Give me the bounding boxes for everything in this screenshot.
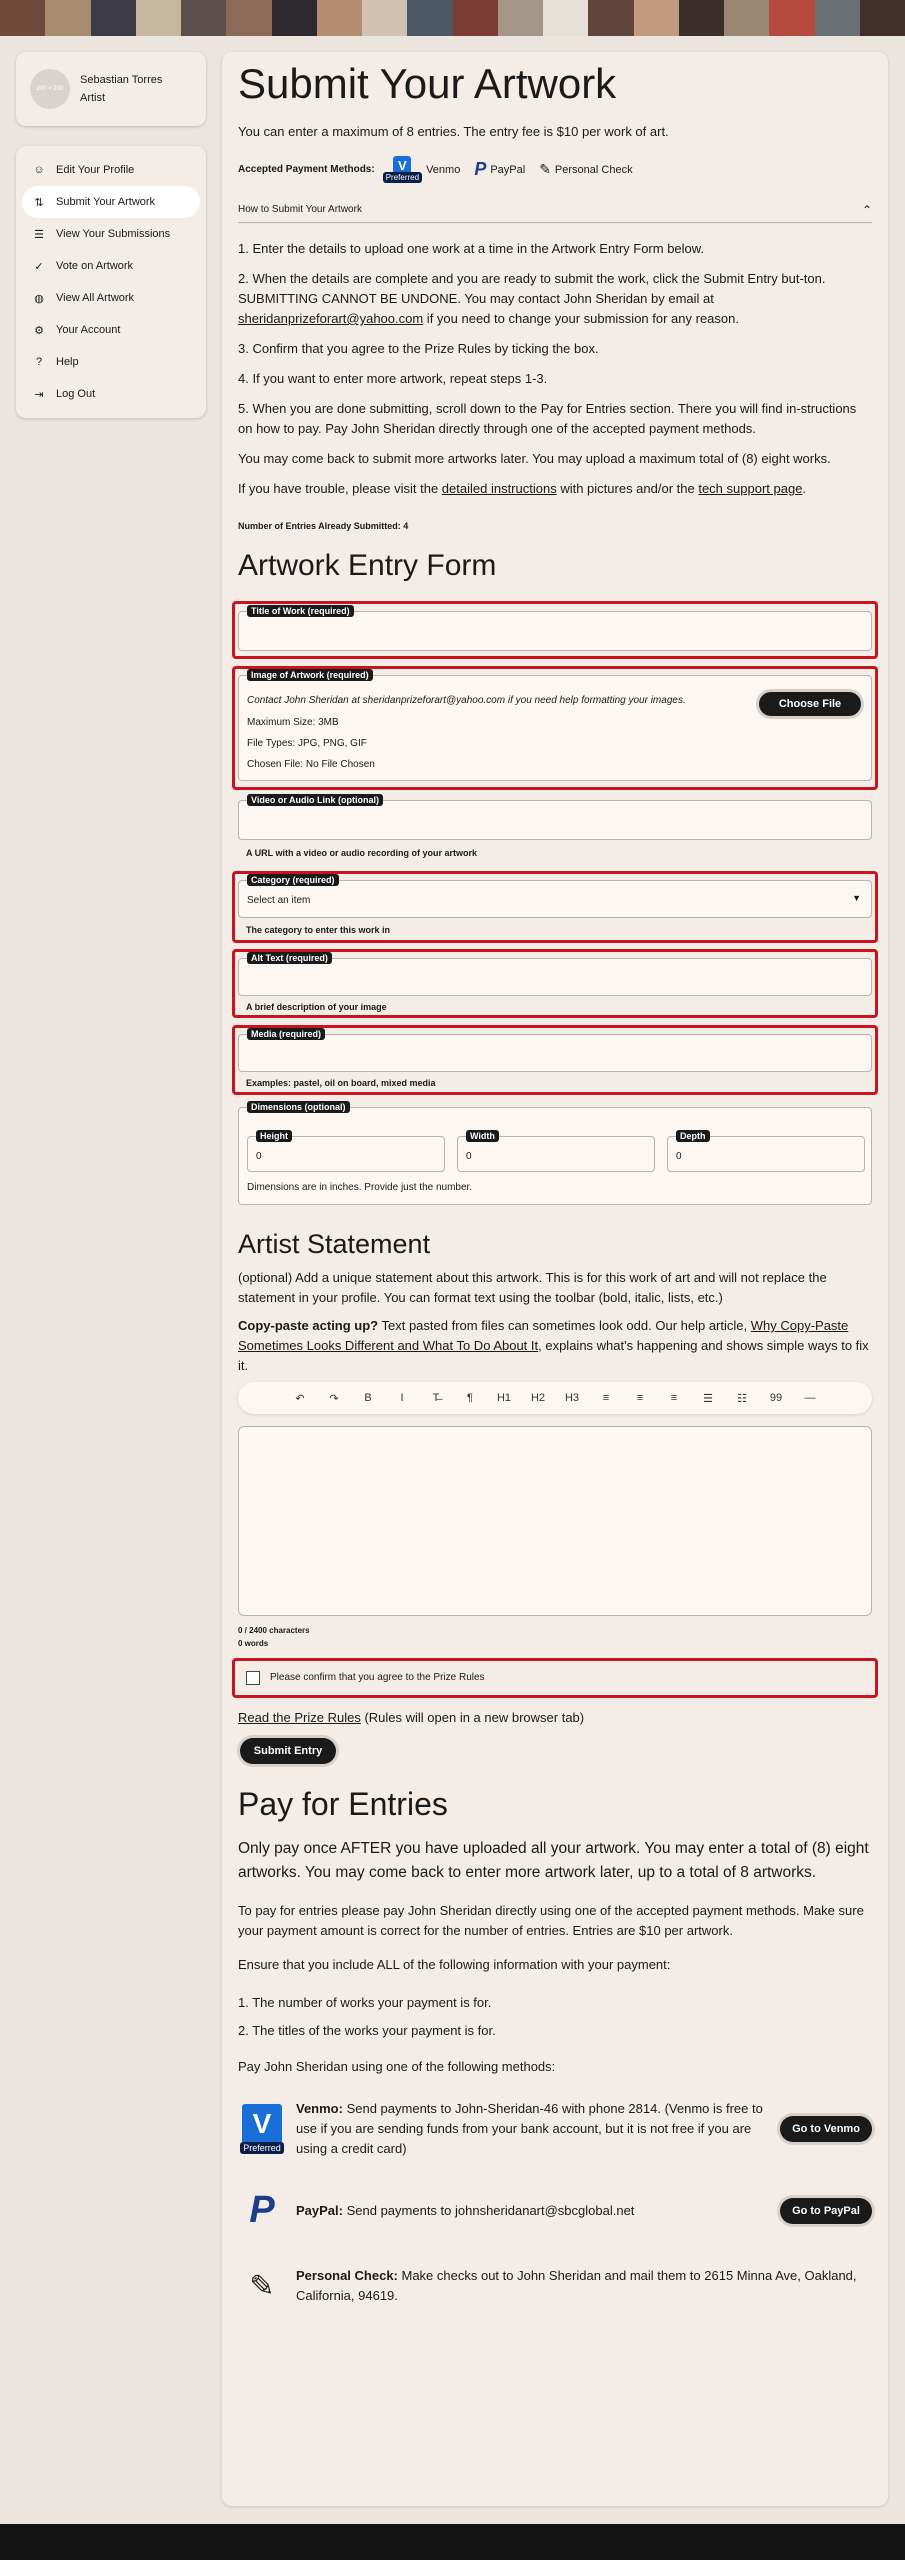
category-select[interactable] <box>238 875 872 918</box>
height-field[interactable] <box>247 1131 445 1172</box>
trouble-text <box>238 479 872 499</box>
banner-artwork-tile <box>860 0 905 36</box>
profile-card[interactable] <box>16 52 206 126</box>
copy-part: , explains what's happening and shows simple ways to fix it. <box>238 1338 869 1373</box>
banner-artwork-tile <box>181 0 226 36</box>
category-label: Category (required) <box>247 874 339 886</box>
statement-editor[interactable] <box>238 1426 872 1616</box>
sidebar <box>16 52 206 418</box>
paypal-label: PayPal <box>490 163 526 176</box>
venmo-logo-icon: V <box>242 2104 282 2144</box>
pay-lead: Only pay once AFTER you have uploaded all your artwork. You may enter a total of (8) eight artworks. You may come back to enter more artwork later, up to a total of 8 artworks. <box>238 1840 869 1881</box>
sidebar-nav <box>16 146 206 418</box>
sidebar-item[interactable] <box>22 154 200 186</box>
list-icon: ☰ <box>34 228 44 241</box>
pay-p1: To pay for entries please pay John Sheridan directly using one of the accepted payment methods. Make sure your payment amount is correct for the number of entries. Entries are $10 per artwork. <box>238 1903 864 1938</box>
palette-icon: ◍ <box>34 292 44 305</box>
banner-artwork-tile <box>815 0 860 36</box>
video-label: Video or Audio Link (optional) <box>247 794 383 806</box>
prize-rules-link[interactable]: Read the Prize Rules <box>238 1710 361 1725</box>
agree-label: Please confirm that you agree to the Prize Rules <box>270 1672 485 1683</box>
banner-artwork-tile <box>588 0 633 36</box>
edit-profile-icon: ☺ <box>33 164 45 176</box>
banner-artwork-tile <box>543 0 588 36</box>
dimensions-group <box>238 1102 872 1205</box>
video-link-field[interactable] <box>238 795 872 840</box>
paypal-text <box>296 2201 764 2221</box>
category-value: Select an item <box>247 895 311 906</box>
sidebar-item[interactable] <box>22 186 200 218</box>
trouble-part: If you have trouble, please visit the <box>238 481 442 496</box>
editor-toolbar <box>238 1382 872 1414</box>
alt-label: Alt Text (required) <box>247 952 332 964</box>
alt-text-field[interactable] <box>238 953 872 996</box>
email-link[interactable]: sheridanprizeforart@yahoo.com <box>238 311 424 326</box>
check-label: Personal Check <box>554 163 633 176</box>
width-field[interactable] <box>457 1131 655 1172</box>
tech-support-link[interactable]: tech support page <box>698 481 803 496</box>
depth-label: Depth <box>676 1130 710 1142</box>
statement-desc: (optional) Add a unique statement about this artwork. This is for this work of art and will not replace the statement in your profile. You can format text using the toolbar (bold, italic, lists, etc.) <box>238 1270 827 1305</box>
category-help: The category to enter this work in <box>246 925 391 935</box>
toolbar-button[interactable]: B <box>364 1392 372 1404</box>
submit-entry-button[interactable]: Submit Entry <box>240 1738 336 1764</box>
banner-artwork-tile <box>679 0 724 36</box>
media-help: Examples: pastel, oil on board, mixed media <box>246 1078 436 1088</box>
copy-part: Text pasted from files can sometimes look odd. Our help article, <box>378 1318 751 1333</box>
sidebar-item-label: Help <box>56 356 79 368</box>
venmo-title: Venmo: <box>296 2101 343 2116</box>
toolbar-button[interactable]: ☷ <box>737 1392 747 1405</box>
rules-line <box>238 1708 872 1728</box>
copy-bold: Copy-paste acting up? <box>238 1318 379 1333</box>
toolbar-button[interactable]: ≡ <box>670 1392 678 1404</box>
toolbar-button[interactable]: H1 <box>496 1392 512 1404</box>
check-title: Personal Check: <box>296 2268 398 2283</box>
video-help: A URL with a video or audio recording of your artwork <box>246 848 478 858</box>
chevron-up-icon: ⌃ <box>861 202 872 217</box>
agree-row <box>238 1658 872 1698</box>
step-text: if you need to change your submission for any reason. <box>423 311 739 326</box>
banner-artwork-tile <box>45 0 90 36</box>
list-item: 4. If you want to enter more artwork, repeat steps 1-3. <box>238 371 548 386</box>
venmo-desc: Send payments to John-Sheridan-46 with phone 2814. (Venmo is free to use if you are sending funds from your bank account, but it is not free if you are using a credit card) <box>296 2101 763 2156</box>
paypal-logo-icon: P <box>249 2189 275 2231</box>
banner-artwork-tile <box>0 0 45 36</box>
dimensions-help: Dimensions are in inches. Provide just the number. <box>247 1182 473 1193</box>
sidebar-item-label: Vote on Artwork <box>56 260 134 272</box>
payments-label: Accepted Payment Methods: <box>238 164 375 175</box>
header-banner <box>0 0 905 36</box>
banner-artwork-tile <box>272 0 317 36</box>
banner-artwork-tile <box>769 0 814 36</box>
trouble-part: . <box>802 481 807 496</box>
rules-note: (Rules will open in a new browser tab) <box>360 1710 585 1725</box>
venmo-icon: V <box>393 156 411 174</box>
accordion-title: How to Submit Your Artwork <box>238 204 362 215</box>
sidebar-item-label: Your Account <box>56 324 121 336</box>
paypal-desc: Send payments to johnsheridanart@sbcglobal.net <box>342 2202 635 2218</box>
check-method <box>238 2266 872 2306</box>
list-item: 1. Enter the details to upload one work at a time in the Artwork Entry Form below. <box>238 241 705 256</box>
toolbar-button[interactable]: — <box>804 1392 816 1404</box>
go-to-paypal-button[interactable]: Go to PayPal <box>780 2198 872 2224</box>
check-text <box>296 2266 872 2306</box>
alt-help: A brief description of your image <box>246 1002 387 1012</box>
width-label: Width <box>466 1130 499 1142</box>
check-icon: ✎ <box>539 161 551 177</box>
banner-artwork-tile <box>498 0 543 36</box>
sidebar-item-label: Log Out <box>56 388 96 400</box>
caret-down-icon: ▼ <box>852 893 861 903</box>
sidebar-item-label: Submit Your Artwork <box>56 196 156 208</box>
check-desc: Make checks out to John Sheridan and mail them to 2615 Minna Ave, Oakland, California, 94619. <box>296 2268 857 2303</box>
sidebar-item-label: View Your Submissions <box>56 228 171 240</box>
choose-file-button[interactable]: Choose File <box>759 692 861 716</box>
image-chosen: Chosen File: No File Chosen <box>247 759 375 770</box>
list-item: 5. When you are done submitting, scroll down to the Pay for Entries section. There you will find in-structions on how to pay. Pay John Sheridan directly through one of the accepted payment methods. <box>238 401 857 436</box>
toolbar-button[interactable]: ≡ <box>636 1392 644 1404</box>
venmo-method <box>238 2099 872 2159</box>
height-label: Height <box>256 1130 292 1142</box>
pay-heading: Pay for Entries <box>238 1786 448 1822</box>
entries-count: Number of Entries Already Submitted: 4 <box>238 521 409 531</box>
toolbar-button[interactable]: ¶ <box>467 1392 473 1404</box>
list-item: 1. The number of works your payment is for. <box>238 1995 492 2010</box>
copy-paste-note <box>238 1316 872 1376</box>
venmo-label: Venmo <box>426 163 461 176</box>
depth-value: 0 <box>676 1151 682 1162</box>
image-contact: Contact John Sheridan at sheridanprizeforart@yahoo.com if you need help formatting your images. <box>247 695 686 706</box>
word-count: 0 words <box>238 1639 269 1648</box>
venmo-text <box>296 2099 764 2159</box>
toolbar-button[interactable]: I <box>400 1392 404 1404</box>
toolbar-button[interactable]: H2 <box>530 1392 546 1404</box>
how-to-accordion[interactable] <box>238 197 872 223</box>
profile-role: Artist <box>80 92 106 104</box>
banner-artwork-tile <box>407 0 452 36</box>
banner-artwork-tile <box>91 0 136 36</box>
list-item <box>238 269 872 329</box>
banner-artwork-tile <box>317 0 362 36</box>
statement-heading: Artist Statement <box>238 1229 431 1259</box>
agree-checkbox[interactable] <box>246 1671 260 1685</box>
height-value: 0 <box>256 1151 262 1162</box>
sidebar-item[interactable] <box>22 314 200 346</box>
pay-p2: Ensure that you include ALL of the following information with your payment: <box>238 1957 671 1972</box>
list-item: 2. The titles of the works your payment is for. <box>238 2023 496 2038</box>
profile-name: Sebastian Torres <box>80 74 163 86</box>
intro-text: You can enter a maximum of 8 entries. The entry fee is $10 per work of art. <box>238 124 669 139</box>
toolbar-button[interactable]: 99 <box>769 1392 783 1404</box>
depth-field[interactable] <box>667 1131 865 1172</box>
title-field[interactable] <box>238 606 872 651</box>
upload-icon: ⇅ <box>34 196 44 209</box>
logout-icon: ⇥ <box>34 388 44 401</box>
gear-icon: ⚙ <box>34 324 44 337</box>
sidebar-item[interactable] <box>22 346 200 378</box>
page-title: Submit Your Artwork <box>238 60 617 107</box>
paypal-method <box>238 2189 872 2232</box>
sidebar-item-label: Edit Your Profile <box>56 164 135 176</box>
sidebar-item-label: View All Artwork <box>56 292 135 304</box>
bottom-bar <box>0 2524 905 2560</box>
sidebar-item[interactable] <box>22 218 200 250</box>
copy-paste-help-link[interactable]: Why Copy-Paste Sometimes Looks Different and What To Do About It <box>238 1318 849 1353</box>
check-logo-icon: ✎ <box>249 2269 275 2303</box>
toolbar-button[interactable]: ↷ <box>329 1392 339 1405</box>
banner-artwork-tile <box>634 0 679 36</box>
sidebar-item[interactable] <box>22 250 200 282</box>
banner-artwork-tile <box>362 0 407 36</box>
trouble-part: with pictures and/or the <box>556 481 699 496</box>
image-label: Image of Artwork (required) <box>247 669 373 681</box>
sidebar-item[interactable] <box>22 378 200 410</box>
pay-p3: Pay John Sheridan using one of the following methods: <box>238 2059 556 2074</box>
banner-artwork-tile <box>724 0 769 36</box>
image-max: Maximum Size: 3MB <box>247 717 339 728</box>
sidebar-item[interactable] <box>22 282 200 314</box>
later-text: You may come back to submit more artworks later. You may upload a maximum total of (8) eight works. <box>238 451 831 466</box>
toolbar-button[interactable]: ≡ <box>602 1392 610 1404</box>
char-count: 0 / 2400 characters <box>238 1626 310 1635</box>
instructions-link[interactable]: detailed instructions <box>441 481 557 496</box>
main-content <box>222 52 888 2506</box>
preferred-badge: Preferred <box>383 172 422 183</box>
title-label: Title of Work (required) <box>247 605 354 617</box>
paypal-icon: P <box>474 159 487 179</box>
preferred-badge: Preferred <box>240 2142 284 2154</box>
toolbar-button[interactable]: ☰ <box>703 1392 713 1405</box>
media-field[interactable] <box>238 1029 872 1072</box>
entry-form <box>238 593 872 1213</box>
banner-artwork-tile <box>136 0 181 36</box>
step-text: 2. When the details are complete and you are ready to submit the work, click the Submit Entry but-ton. SUBMITTING CANNOT BE UNDONE. You may contact John Sheridan by email at <box>238 271 826 306</box>
banner-artwork-tile <box>453 0 498 36</box>
help-icon: ? <box>35 356 43 368</box>
accepted-payments <box>238 156 872 183</box>
avatar: 200 × 200 <box>30 69 70 109</box>
vote-icon: ✓ <box>34 260 44 273</box>
width-value: 0 <box>466 1151 472 1162</box>
image-types: File Types: JPG, PNG, GIF <box>247 738 367 749</box>
toolbar-button[interactable]: H3 <box>564 1392 580 1404</box>
toolbar-button[interactable]: ↶ <box>295 1392 305 1405</box>
image-upload <box>238 670 872 781</box>
go-to-venmo-button[interactable]: Go to Venmo <box>780 2116 872 2142</box>
dimensions-label: Dimensions (optional) <box>247 1101 350 1113</box>
banner-artwork-tile <box>226 0 271 36</box>
form-heading: Artwork Entry Form <box>238 549 497 582</box>
toolbar-button[interactable]: T̶ <box>432 1392 440 1404</box>
paypal-title: PayPal: <box>296 2202 343 2218</box>
media-label: Media (required) <box>247 1028 325 1040</box>
steps-list <box>238 239 872 439</box>
list-item: 3. Confirm that you agree to the Prize Rules by ticking the box. <box>238 341 599 356</box>
